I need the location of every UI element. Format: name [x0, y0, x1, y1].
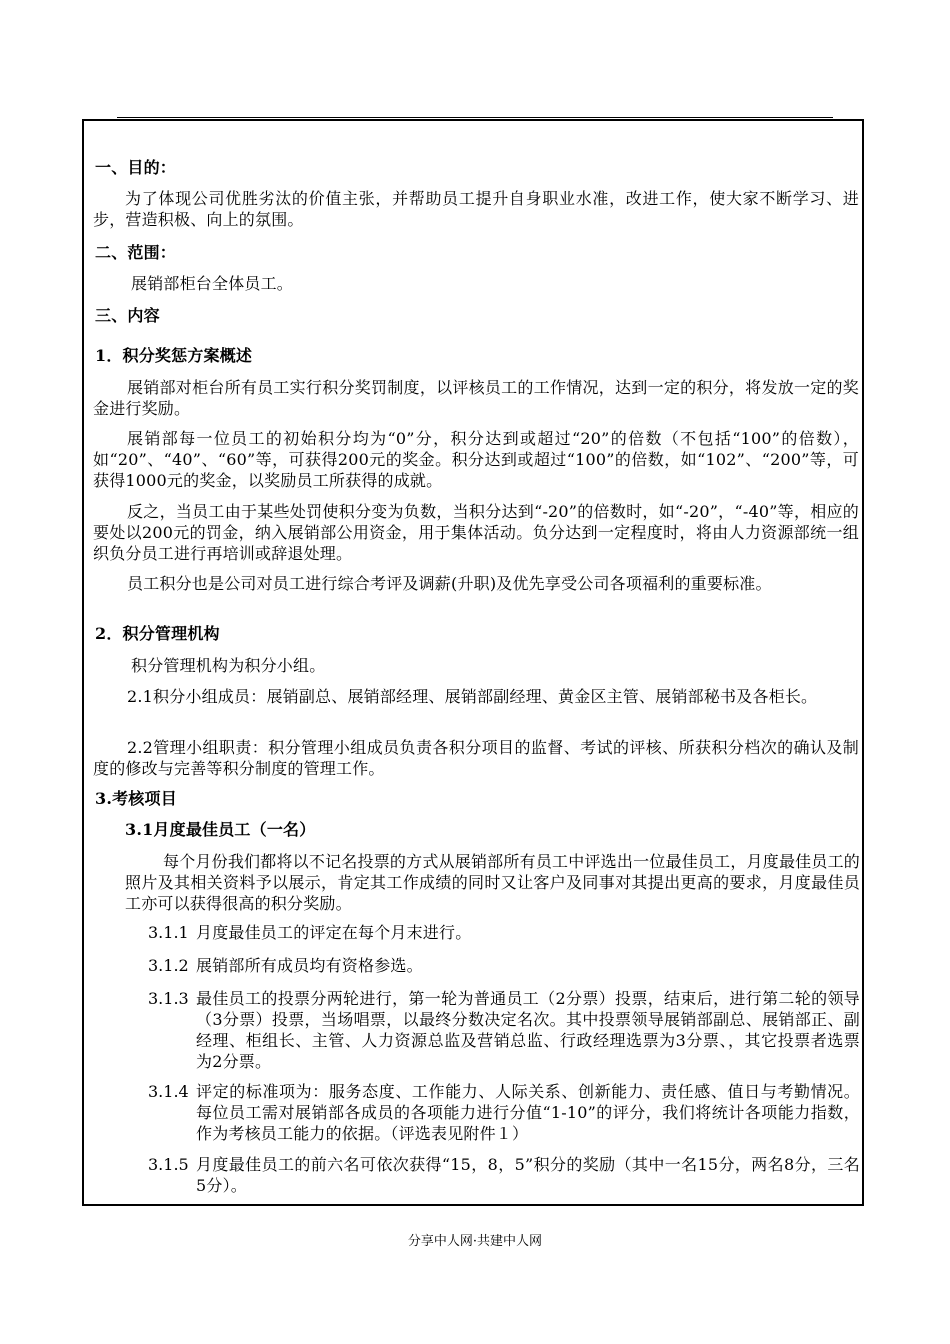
- item-3-1-5-text: 月度最佳员工的前六名可依次获得“15，8，5”积分的奖励（其中一名15分，两名8分，三名5分）。: [196, 1155, 860, 1195]
- item-3-1-2-number: 3.1.2: [148, 956, 189, 975]
- section-scope-heading: 二、范围：: [95, 243, 177, 262]
- item-3-1-3-text: 最佳员工的投票分两轮进行，第一轮为普通员工（2分票）投票，结束后，进行第二轮的领导（3分票）投票，当场唱票，以最终分数决定名次。其中投票领导展销部副总、展销部正、副经理、柜组长、主管、人力资源总监及营销总监、行政经理选票为3分票、，其它投票者选票为2分票。: [196, 989, 860, 1071]
- section-scope-text: 展销部柜台全体员工。: [131, 274, 294, 293]
- paragraph-duties: 2.2管理小组职责：积分管理小组成员负责各积分项目的监督、考试的评核、所获积分档次的确认及制度的修改与完善等积分制度的管理工作。: [93, 738, 859, 778]
- section-content-heading: 三、内容: [95, 306, 160, 325]
- paragraph-penalties: 反之，当员工由于某些处罚使积分变为负数，当积分达到“-20”的倍数时，如“-20”，“-40”等，相应的要处以200元的罚金，纳入展销部公用资金，用于集体活动。负分达到一定程度时，将由人力资源部统一组织负分员工进行再培训或辞退处理。: [93, 502, 859, 563]
- paragraph-management: 积分管理机构为积分小组。: [131, 656, 326, 675]
- subsection-1-heading: 1．积分奖惩方案概述: [95, 346, 253, 365]
- item-3-1-1-text: 月度最佳员工的评定在每个月末进行。: [196, 923, 472, 942]
- item-3-1-4-number: 3.1.4: [148, 1082, 189, 1101]
- paragraph-overview: 展销部对柜台所有员工实行积分奖罚制度，以评核员工的工作情况，达到一定的积分，将发放一定的奖金进行奖励。: [93, 378, 859, 418]
- document-frame: [82, 119, 864, 1206]
- item-3-1-2-text: 展销部所有成员均有资格参选。: [196, 956, 423, 975]
- paragraph-rewards: 展销部每一位员工的初始积分均为“0”分，积分达到或超过“20”的倍数（不包括“100”的倍数），如“20”、“40”、“60”等，可获得200元的奖金。积分达到或超过“100”的倍数，如“102”、“200”等，可获得1000元的奖金，以奖励员工所获得的成就。: [93, 429, 859, 490]
- paragraph-best-employee: 每个月份我们都将以不记名投票的方式从展销部所有员工中评选出一位最佳员工，月度最佳员工的照片及其相关资料予以展示，肯定其工作成绩的同时又让客户及同事对其提出更高的要求，月度最佳员工亦可以获得很高的积分奖励。: [125, 852, 860, 913]
- section-purpose-text: 为了体现公司优胜劣汰的价值主张，并帮助员工提升自身职业水准，改进工作，使大家不断学习、进步，营造积极、向上的氛围。: [93, 189, 859, 229]
- item-3-1-3-number: 3.1.3: [148, 989, 189, 1008]
- item-3-1-4-text: 评定的标准项为：服务态度、工作能力、人际关系、创新能力、责任感、值日与考勤情况。每位员工需对展销部各成员的各项能力进行分值“1-10”的评分，我们将统计各项能力指数，作为考核员工能力的依据。（评选表见附件１）: [196, 1082, 860, 1143]
- item-3-1-1-number: 3.1.1: [148, 923, 189, 942]
- page-footer: 分享中人网·共建中人网: [407, 1234, 543, 1249]
- section-purpose-heading: 一、目的：: [95, 158, 177, 177]
- paragraph-evaluation: 员工积分也是公司对员工进行综合考评及调薪(升职)及优先享受公司各项福利的重要标准。: [127, 574, 772, 593]
- subsection-2-heading: 2．积分管理机构: [95, 624, 220, 643]
- header-rule: [117, 117, 833, 118]
- subsection-3-1-heading: 3.1月度最佳员工（一名）: [125, 820, 316, 839]
- subsection-3-heading: 3.考核项目: [95, 789, 177, 808]
- paragraph-members: 2.1积分小组成员：展销副总、展销部经理、展销部副经理、黄金区主管、展销部秘书及各柜长。: [127, 687, 818, 706]
- item-3-1-5-number: 3.1.5: [148, 1155, 189, 1174]
